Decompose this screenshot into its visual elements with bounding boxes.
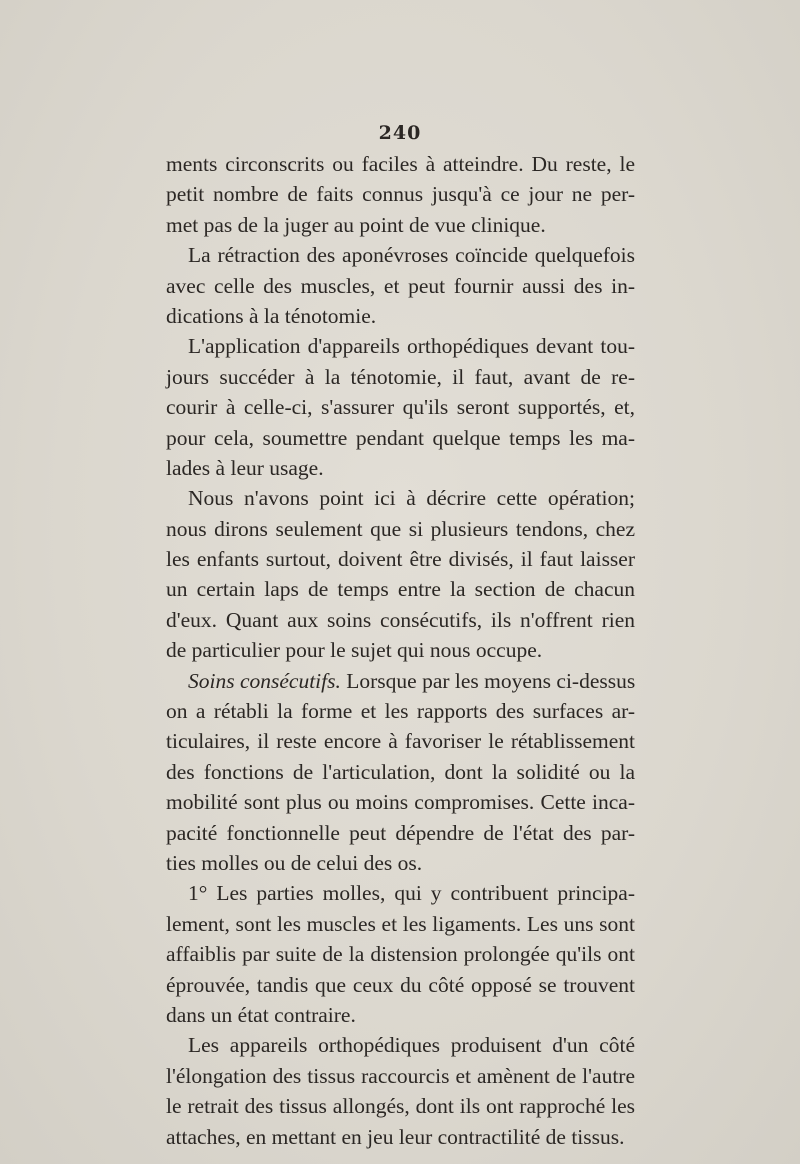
- text-line: [166, 848, 635, 878]
- line-text: des fonctions de l'articulation, dont la solidité ou la: [166, 759, 635, 784]
- text-line: [166, 271, 635, 301]
- line-text: ments circonscrits ou faciles à atteindre. Du reste, le: [166, 152, 635, 176]
- line-text: courir à celle-ci, s'assurer qu'ils seront supportés, et,: [166, 395, 635, 420]
- line-text: ticulaires, il reste encore à favoriser le rétablissement: [166, 729, 635, 754]
- text-line: [166, 787, 635, 817]
- text-line: [166, 514, 635, 544]
- line-text: les enfants surtout, doivent être divisés, il faut laisser: [166, 547, 635, 572]
- line-text: un certain laps de temps entre la section de chacun: [166, 577, 635, 602]
- text-line: [166, 970, 635, 1000]
- text-line: [166, 1091, 635, 1121]
- line-text: petit nombre de faits connus jusqu'à ce jour ne per-: [166, 182, 635, 207]
- body-text: [166, 149, 635, 1152]
- line-text: ties molles ou de celui des os.: [166, 850, 423, 875]
- text-line: [166, 726, 635, 756]
- line-text: le retrait des tissus allongés, dont ils ont rapproché les: [166, 1094, 635, 1119]
- text-line: [166, 1061, 635, 1091]
- text-line: [166, 240, 635, 270]
- line-text: Les appareils orthopédiques produisent d'un côté: [188, 1033, 635, 1058]
- line-text: éprouvée, tandis que ceux du côté opposé se trouvent: [166, 972, 635, 997]
- text-line: [166, 605, 635, 635]
- text-line: [166, 301, 635, 331]
- line-text: jours succéder à la ténotomie, il faut, avant de re-: [166, 364, 635, 389]
- text-line: [166, 696, 635, 726]
- line-text: Nous n'avons point ici à décrire cette opération;: [188, 486, 635, 511]
- line-text: lades à leur usage.: [166, 455, 324, 480]
- line-text: dications à la ténotomie.: [166, 303, 377, 328]
- line-text: pacité fonctionnelle peut dépendre de l'état des par-: [166, 820, 635, 845]
- text-line: [166, 666, 635, 696]
- line-text: on a rétabli la forme et les rapports des surfaces ar-: [166, 699, 635, 724]
- text-line: [166, 1000, 635, 1030]
- text-line: [166, 362, 635, 392]
- line-text: dans un état contraire.: [166, 1002, 356, 1027]
- text-line: [166, 392, 635, 422]
- text-line: [166, 1122, 635, 1152]
- text-line: [166, 483, 635, 513]
- text-line: [166, 878, 635, 908]
- text-line: [166, 818, 635, 848]
- line-text: attaches, en mettant en jeu leur contractilité de tissus.: [166, 1124, 625, 1149]
- text-line: [166, 423, 635, 453]
- line-text: avec celle des muscles, et peut fournir aussi des in-: [166, 273, 635, 298]
- text-line: [166, 179, 635, 209]
- line-text: lement, sont les muscles et les ligaments. Les uns sont: [166, 911, 635, 936]
- text-line: [166, 453, 635, 483]
- italic-heading: Soins consécutifs.: [188, 668, 341, 693]
- line-text: pour cela, soumettre pendant quelque temps les ma-: [166, 425, 635, 450]
- line-text: mobilité sont plus ou moins compromises. Cette inca-: [166, 790, 635, 815]
- text-line: [166, 757, 635, 787]
- line-text: nous dirons seulement que si plusieurs tendons, chez: [166, 516, 635, 541]
- line-text: l'élongation des tissus raccourcis et amènent de l'autre: [166, 1063, 635, 1088]
- text-line: [166, 331, 635, 361]
- line-text: 1° Les parties molles, qui y contribuent principa-: [188, 881, 635, 906]
- text-line: [166, 210, 635, 240]
- text-line: [166, 149, 635, 179]
- text-line: [166, 574, 635, 604]
- line-text: affaiblis par suite de la distension prolongée qu'ils ont: [166, 942, 635, 967]
- text-line: [166, 1030, 635, 1060]
- text-line: [166, 909, 635, 939]
- text-line: [166, 544, 635, 574]
- line-text: met pas de la juger au point de vue clinique.: [166, 212, 546, 237]
- line-text: de particulier pour le sujet qui nous occupe.: [166, 638, 543, 663]
- line-text: L'application d'appareils orthopédiques devant tou-: [188, 334, 635, 359]
- line-text: Lorsque par les moyens ci-dessus: [340, 668, 636, 693]
- line-text: La rétraction des aponévroses coïncide quelquefois: [188, 243, 635, 268]
- text-line: [166, 939, 635, 969]
- line-text: d'eux. Quant aux soins consécutifs, ils n'offrent rien: [166, 607, 635, 632]
- page-number: 240: [378, 122, 422, 144]
- text-line: [166, 635, 635, 665]
